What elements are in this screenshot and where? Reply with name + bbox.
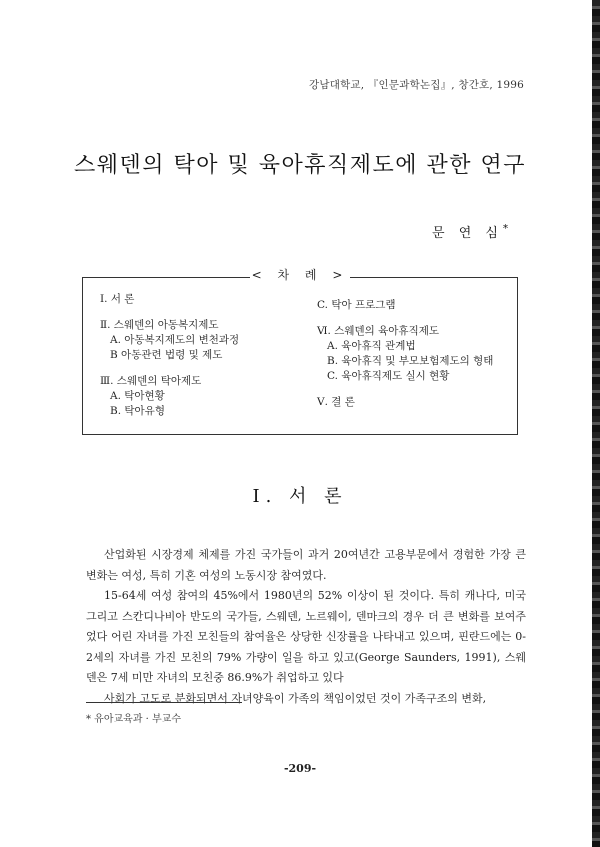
toc-section-title: Ⅱ. 스웨덴의 아동복지제도 [100, 319, 219, 331]
page-number: -209- [283, 762, 317, 775]
toc-section [100, 292, 239, 307]
section-heading: Ⅰ. 서 론 [252, 486, 348, 507]
toc-subsection: B. 육아휴직 및 부모보험제도의 형태 [327, 355, 494, 367]
toc-section [100, 374, 239, 419]
toc-section-title: Ⅲ. 스웨덴의 탁아제도 [100, 375, 202, 387]
toc-subsection: A. 탁아현황 [110, 390, 165, 402]
toc-section-title: C. 탁아 프로그램 [317, 299, 396, 311]
toc-section-title: Ⅴ. 결 론 [317, 396, 355, 408]
toc-subsection: B. 탁아유형 [110, 405, 165, 417]
body-text [86, 545, 526, 709]
author-footnote-mark: * [503, 223, 508, 235]
paper-title: 스웨덴의 탁아 및 육아휴직제도에 관한 연구 [73, 153, 526, 178]
author-line [432, 222, 508, 241]
author-name: 문 연 심 [432, 226, 503, 241]
toc-subsection: B 아동관련 법령 및 제도 [110, 349, 223, 361]
paragraph: 산업화된 시장경제 체제를 가진 국가들이 과거 20여년간 고용부문에서 경험한 가장 큰 변화는 여성, 특히 기혼 여성의 노동시장 참여였다. [86, 548, 526, 582]
toc-left-column [100, 292, 239, 430]
toc-section [100, 318, 239, 363]
toc-section [317, 324, 493, 384]
journal-citation: 강남대학교, 『인문과학논집』, 창간호, 1996 [309, 79, 524, 91]
toc-section [317, 395, 493, 410]
toc-subsection: A. 육아휴직 관계법 [327, 340, 416, 352]
toc-subsection: C. 육아휴직제도 실시 현황 [327, 370, 450, 382]
toc-heading: < 차 례 > [251, 268, 349, 282]
toc-section-title: Ⅰ. 서 론 [100, 293, 135, 305]
toc-section-title: Ⅵ. 스웨덴의 육아휴직제도 [317, 325, 440, 337]
toc-section [317, 298, 493, 313]
scan-edge [592, 0, 600, 847]
paragraph: 15-64세 여성 참여의 45%에서 1980년의 52% 이상이 된 것이다. 특히 캐나다, 미국 그리고 스칸디나비아 반도의 국가들, 스웨덴, 노르웨이, 덴마크의 경우 더 큰 변화를 보여주었다 어린 자녀를 가진 모친들의 참여율은 상당한 신장률을 나타내고 있으며, 핀란드에는 0-2세의 자녀를 가진 모친의 79% 가량이 일을 하고 있고(George Saunders, 1991), 스웨덴은 7세 미만 자녀의 모친중 86.9%가 취업하고 있다 [86, 589, 526, 684]
toc-right-column [317, 298, 493, 421]
paragraph: 사회가 고도로 분화되면서 자녀양육이 가족의 책임이었던 것이 가족구조의 변화, [104, 691, 487, 705]
footnote: * 유아교육과 · 부교수 [86, 714, 181, 725]
toc-heading-label: 차 례 [277, 268, 323, 282]
footnote-rule [86, 702, 242, 703]
toc-subsection: A. 아동복지제도의 변천과정 [110, 334, 240, 346]
